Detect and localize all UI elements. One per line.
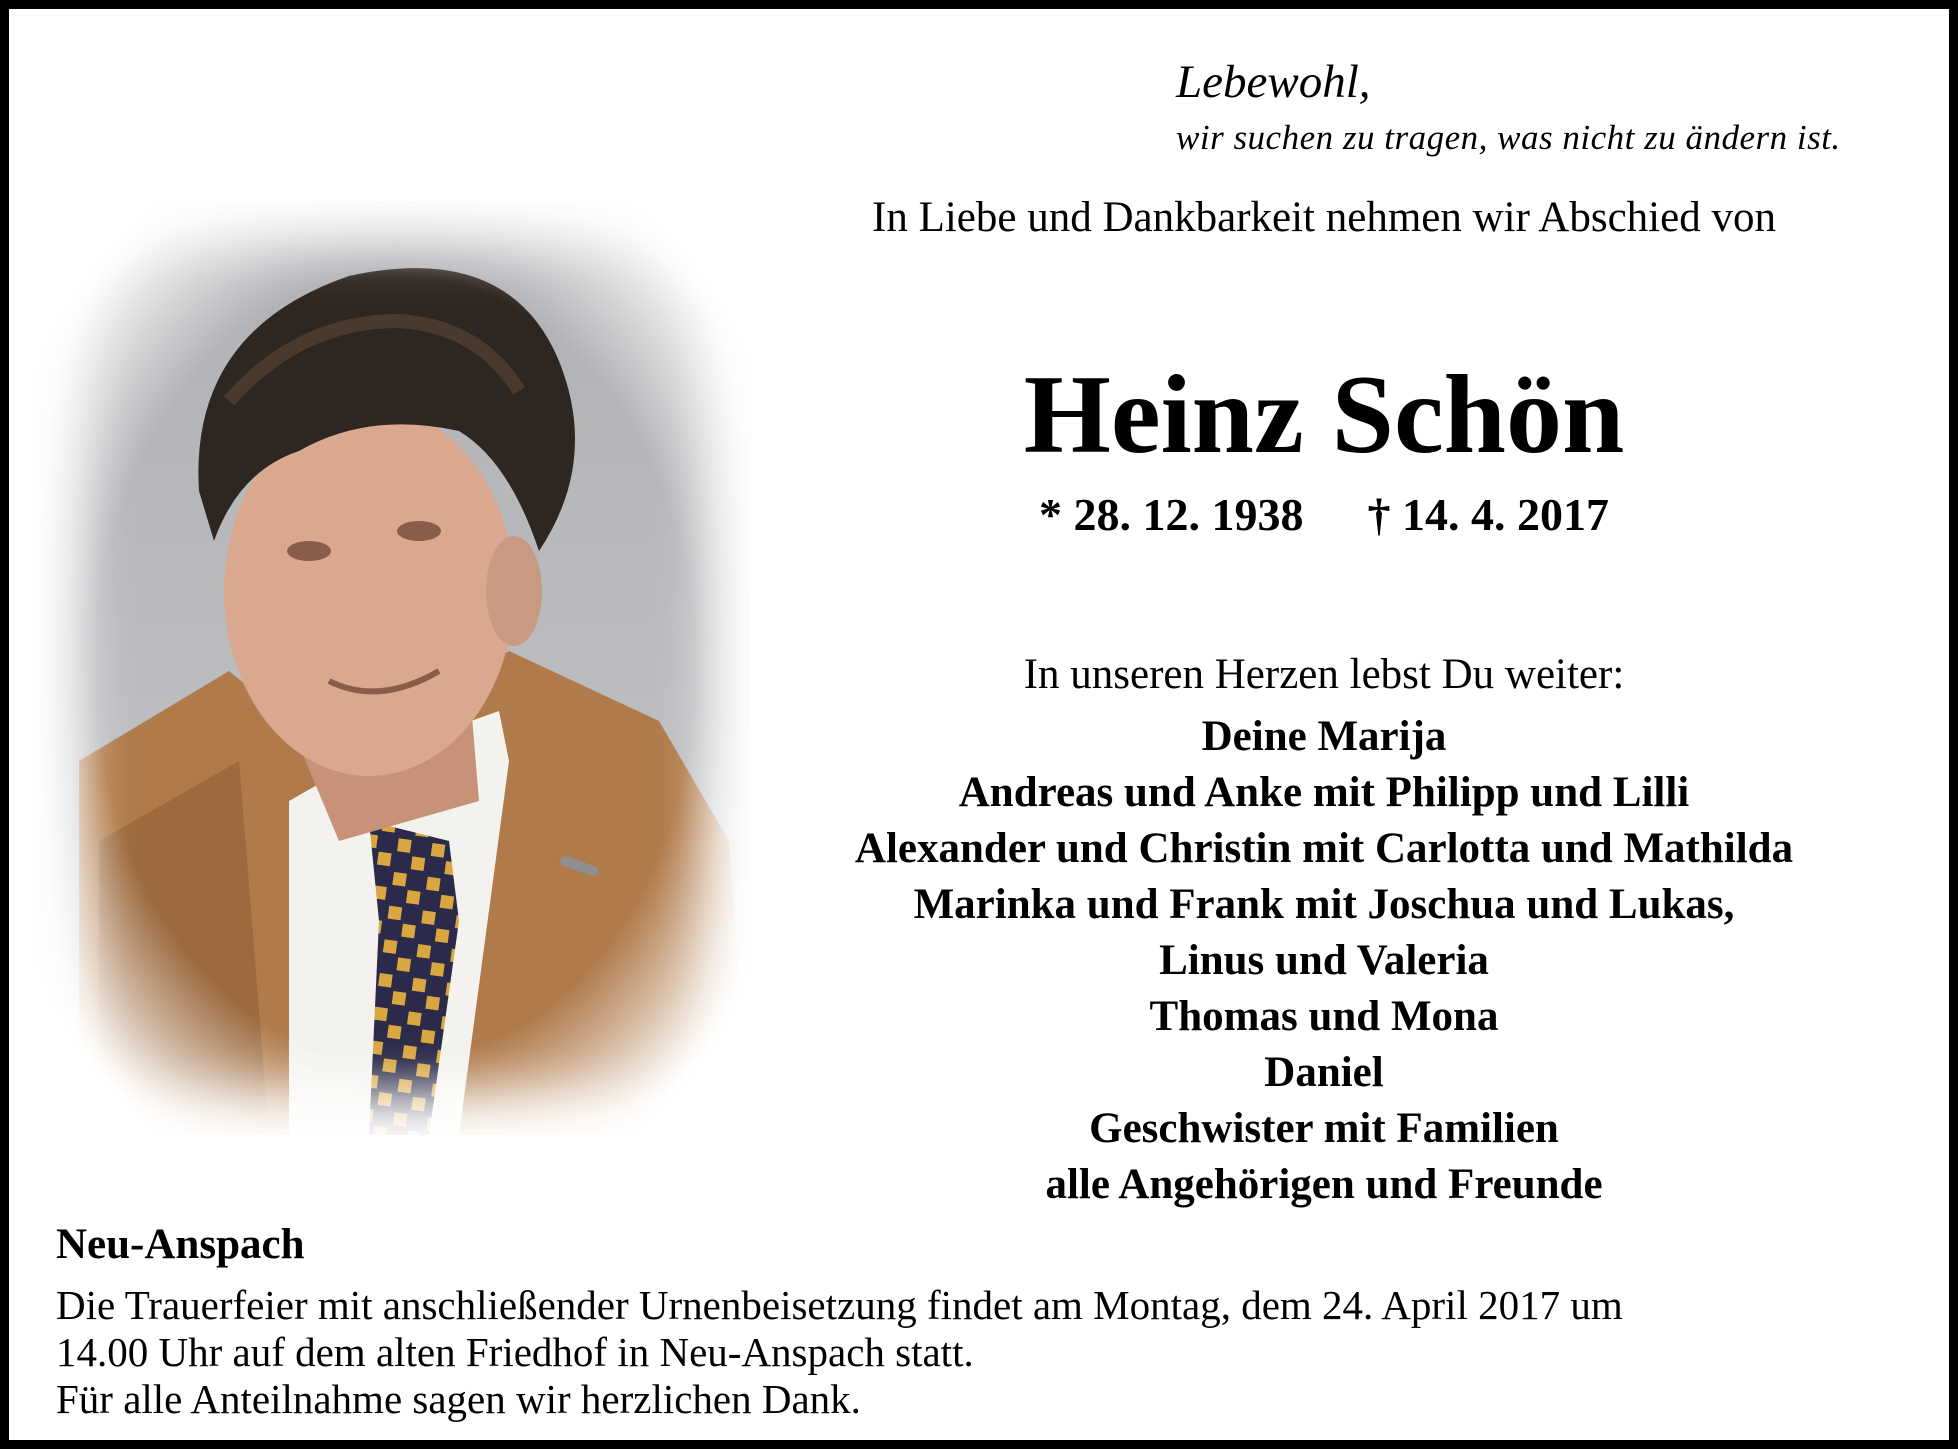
survivor-line: Geschwister mit Familien xyxy=(1089,1105,1559,1152)
survivor-line: Thomas und Mona xyxy=(1149,993,1499,1040)
survivor-line: alle Angehörigen und Freunde xyxy=(1045,1161,1603,1208)
death-date: † 14. 4. 2017 xyxy=(1367,489,1609,540)
motto-title: Lebewohl, xyxy=(1176,56,1371,108)
survivor-line: Linus und Valeria xyxy=(1159,937,1489,984)
survivor-line: Marinka und Frank mit Joschua und Lukas, xyxy=(913,881,1735,928)
ceremony-line: Die Trauerfeier mit anschließender Urnenbeisetzung findet am Montag, dem 24. April 2017 um xyxy=(56,1282,1623,1328)
deceased-name: Heinz Schön xyxy=(1023,353,1625,477)
ceremony-line: Für alle Anteilnahme sagen wir herzlichen Dank. xyxy=(56,1376,861,1422)
motto-line: wir suchen zu tragen, was nicht zu ändern ist. xyxy=(1176,118,1841,157)
survivor-line: Daniel xyxy=(1264,1049,1384,1096)
survivor-line: Deine Marija xyxy=(1201,713,1447,760)
survivor-line: Andreas und Anke mit Philipp und Lilli xyxy=(958,769,1690,816)
location: Neu-Anspach xyxy=(56,1221,305,1268)
birth-date: * 28. 12. 1938 xyxy=(1039,489,1304,540)
life-dates xyxy=(749,489,1899,540)
ceremony-line: 14.00 Uhr auf dem alten Friedhof in Neu-Anspach statt. xyxy=(56,1329,974,1375)
survivors-heading: In unseren Herzen lebst Du weiter: xyxy=(1023,651,1625,698)
ceremony-notice xyxy=(56,1282,1876,1423)
portrait-photo xyxy=(39,201,751,1135)
intro-text: In Liebe und Dankbarkeit nehmen wir Abschied von xyxy=(872,194,1776,241)
survivors-list xyxy=(749,709,1899,1213)
survivor-line: Alexander und Christin mit Carlotta und Mathilda xyxy=(854,825,1794,872)
